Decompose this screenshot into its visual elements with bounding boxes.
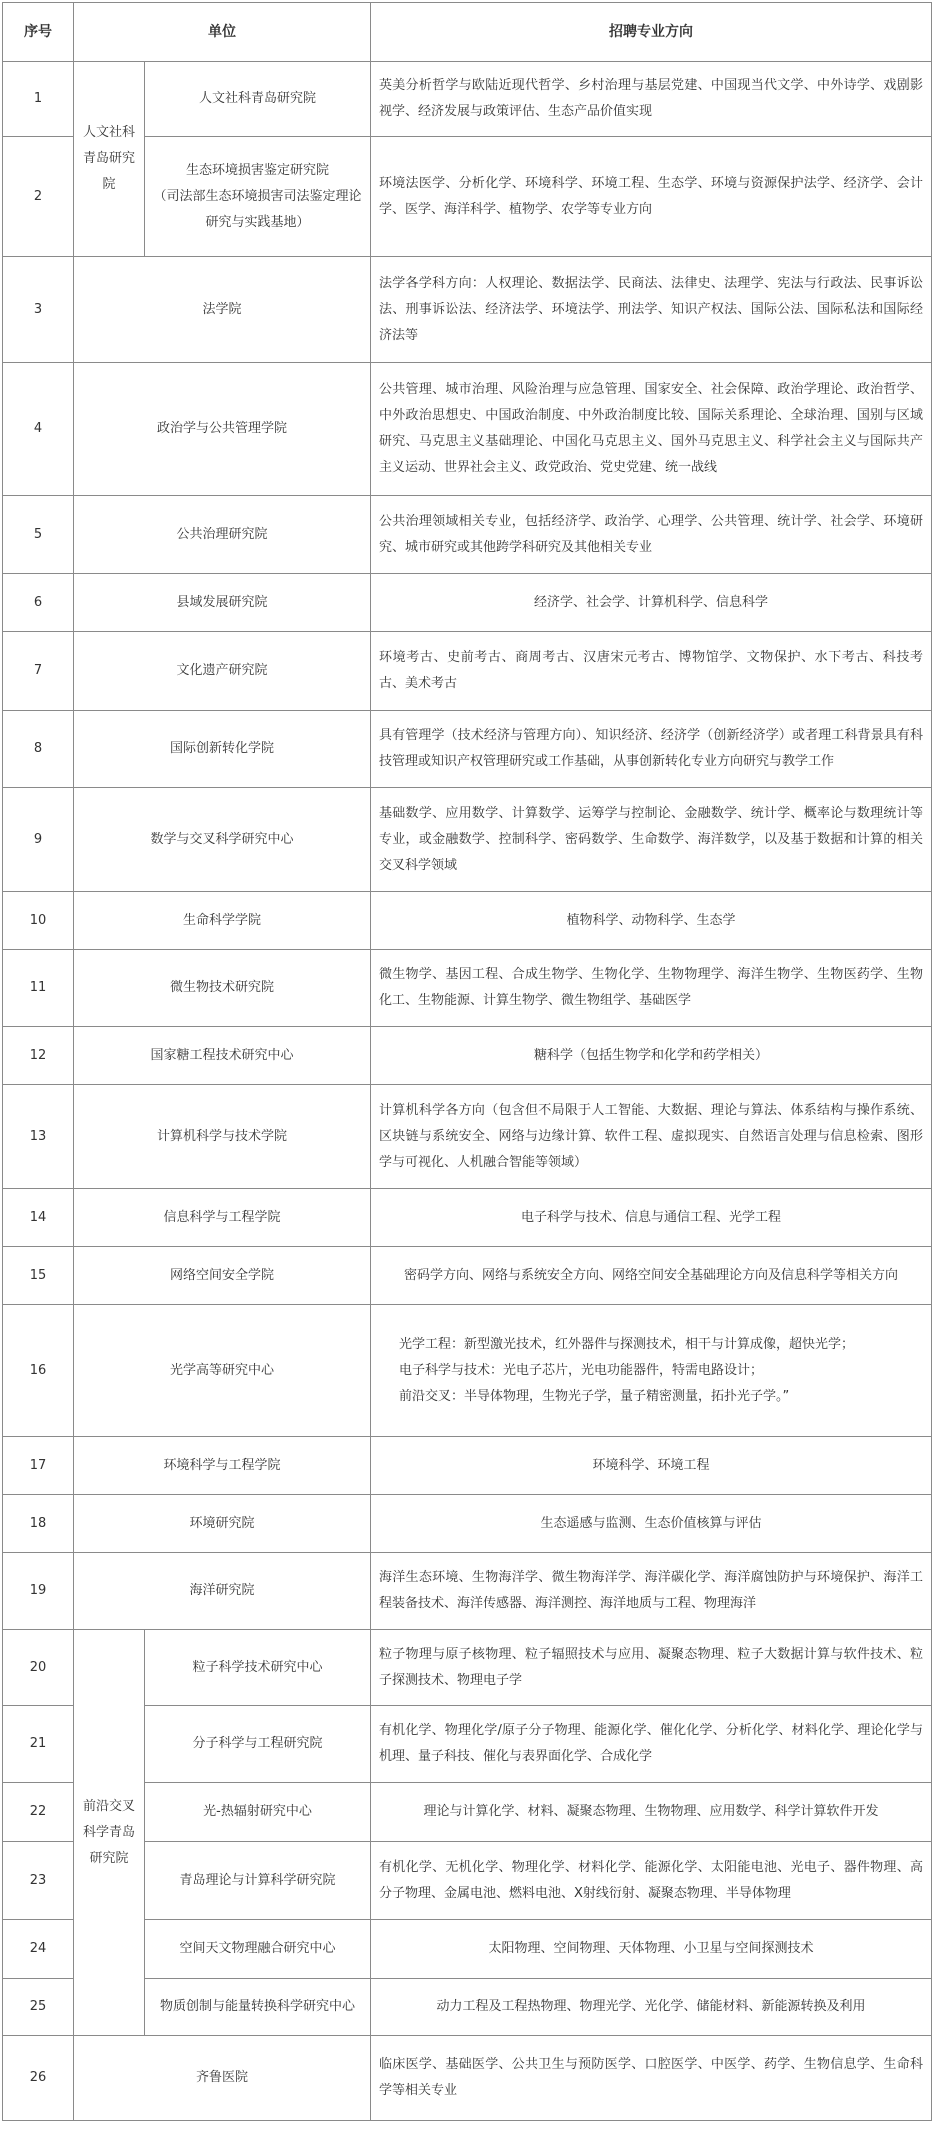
direction-text: 生态遥感与监测、生态价值核算与评估	[371, 1495, 932, 1553]
row-number: 15	[3, 1247, 74, 1305]
row-number: 11	[3, 950, 74, 1027]
direction-text: 经济学、社会学、计算机科学、信息科学	[371, 574, 932, 632]
row-number: 17	[3, 1437, 74, 1495]
direction-text: 具有管理学（技术经济与管理方向）、知识经济、经济学（创新经济学）或者理工科背景具有科技管理或知识产权管理研究或工作基础，从事创新转化专业方向研究与教学工作	[371, 711, 932, 788]
direction-text: 太阳物理、空间物理、天体物理、小卫星与空间探测技术	[371, 1920, 932, 1979]
header-row	[3, 3, 932, 62]
unit-name: 光学高等研究中心	[74, 1305, 371, 1437]
direction-text: 基础数学、应用数学、计算数学、运筹学与控制论、金融数学、统计学、概率论与数理统计等专业，或金融数学、控制科学、密码数学、生命数学、海洋数学，以及基于数据和计算的相关交叉科学领域	[371, 788, 932, 892]
table-row	[3, 1189, 932, 1247]
unit-name: 环境科学与工程学院	[74, 1437, 371, 1495]
table-row	[3, 574, 932, 632]
direction-text: 电子科学与技术、信息与通信工程、光学工程	[371, 1189, 932, 1247]
group-frontier: 前沿交叉科学青岛研究院	[74, 1630, 145, 2036]
row-number: 26	[3, 2036, 74, 2121]
direction-line: 电子科学与技术：光电子芯片，光电功能器件，特需电路设计；	[399, 1362, 764, 1378]
row-number: 3	[3, 257, 74, 363]
unit-name: 青岛理论与计算科学研究院	[145, 1842, 371, 1920]
direction-line: 前沿交叉：半导体物理，生物光子学，量子精密测量，拓扑光子学。”	[399, 1388, 790, 1404]
table-row	[3, 950, 932, 1027]
unit-name: 国际创新转化学院	[74, 711, 371, 788]
table-row	[3, 892, 932, 950]
unit-name-note: （司法部生态环境损害司法鉴定理论研究与实践基地）	[153, 188, 362, 230]
direction-line: 光学工程：新型激光技术，红外器件与探测技术，相干与计算成像，超快光学；	[399, 1336, 855, 1352]
direction-text: 英美分析哲学与欧陆近现代哲学、乡村治理与基层党建、中国现当代文学、中外诗学、戏剧影视学、经济发展与政策评估、生态产品价值实现	[371, 62, 932, 137]
unit-name: 微生物技术研究院	[74, 950, 371, 1027]
direction-text: 有机化学、无机化学、物理化学、材料化学、能源化学、太阳能电池、光电子、器件物理、高分子物理、金属电池、燃料电池、X射线衍射、凝聚态物理、半导体物理	[371, 1842, 932, 1920]
direction-text: 计算机科学各方向（包含但不局限于人工智能、大数据、理论与算法、体系结构与操作系统、区块链与系统安全、网络与边缘计算、软件工程、虚拟现实、自然语言处理与信息检索、图形学与可视化、人机融合智能等领域）	[371, 1085, 932, 1189]
direction-text: 理论与计算化学、材料、凝聚态物理、生物物理、应用数学、科学计算软件开发	[371, 1783, 932, 1842]
table-row	[3, 1437, 932, 1495]
table-row	[3, 711, 932, 788]
row-number: 23	[3, 1842, 74, 1920]
row-number: 8	[3, 711, 74, 788]
unit-name: 环境研究院	[74, 1495, 371, 1553]
unit-name: 网络空间安全学院	[74, 1247, 371, 1305]
direction-text: 海洋生态环境、生物海洋学、微生物海洋学、海洋碳化学、海洋腐蚀防护与环境保护、海洋工程装备技术、海洋传感器、海洋测控、海洋地质与工程、物理海洋	[371, 1553, 932, 1630]
table-row	[3, 1305, 932, 1437]
row-number: 25	[3, 1979, 74, 2036]
direction-text: 公共管理、城市治理、风险治理与应急管理、国家安全、社会保障、政治学理论、政治哲学、中外政治思想史、中国政治制度、中外政治制度比较、国际关系理论、全球治理、国别与区域研究、马克思主义基础理论、中国化马克思主义、国外马克思主义、科学社会主义与国际共产主义运动、世界社会主义、政党政治、党史党建、统一战线	[371, 363, 932, 496]
direction-text: 微生物学、基因工程、合成生物学、生物化学、生物物理学、海洋生物学、生物医药学、生物化工、生物能源、计算生物学、微生物组学、基础医学	[371, 950, 932, 1027]
table-row	[3, 1495, 932, 1553]
row-number: 14	[3, 1189, 74, 1247]
row-number: 2	[3, 137, 74, 257]
row-number: 5	[3, 496, 74, 574]
row-number: 4	[3, 363, 74, 496]
row-number: 13	[3, 1085, 74, 1189]
unit-name: 物质创制与能量转换科学研究中心	[145, 1979, 371, 2036]
table-row	[3, 257, 932, 363]
group-humanities: 人文社科青岛研究院	[74, 62, 145, 257]
header-direction: 招聘专业方向	[371, 3, 932, 62]
row-number: 7	[3, 632, 74, 711]
direction-text: 植物科学、动物科学、生态学	[371, 892, 932, 950]
table-row	[3, 788, 932, 892]
direction-text: 临床医学、基础医学、公共卫生与预防医学、口腔医学、中医学、药学、生物信息学、生命科学等相关专业	[371, 2036, 932, 2121]
row-number: 9	[3, 788, 74, 892]
unit-name: 人文社科青岛研究院	[145, 62, 371, 137]
direction-text: 公共治理领域相关专业，包括经济学、政治学、心理学、公共管理、统计学、社会学、环境研究、城市研究或其他跨学科研究及其他相关专业	[371, 496, 932, 574]
direction-text: 糖科学（包括生物学和化学和药学相关）	[371, 1027, 932, 1085]
row-number: 10	[3, 892, 74, 950]
unit-name	[145, 137, 371, 257]
header-unit: 单位	[74, 3, 371, 62]
recruitment-table	[2, 2, 932, 2121]
unit-name: 文化遗产研究院	[74, 632, 371, 711]
table-row	[3, 2036, 932, 2121]
row-number: 12	[3, 1027, 74, 1085]
row-number: 21	[3, 1706, 74, 1783]
direction-text: 环境科学、环境工程	[371, 1437, 932, 1495]
unit-name: 信息科学与工程学院	[74, 1189, 371, 1247]
unit-name: 计算机科学与技术学院	[74, 1085, 371, 1189]
header-number: 序号	[3, 3, 74, 62]
row-number: 24	[3, 1920, 74, 1979]
direction-text: 有机化学、物理化学/原子分子物理、能源化学、催化化学、分析化学、材料化学、理论化学与机理、量子科技、催化与表界面化学、合成化学	[371, 1706, 932, 1783]
unit-name: 法学院	[74, 257, 371, 363]
row-number: 16	[3, 1305, 74, 1437]
unit-name: 政治学与公共管理学院	[74, 363, 371, 496]
unit-name: 分子科学与工程研究院	[145, 1706, 371, 1783]
direction-text: 粒子物理与原子核物理、粒子辐照技术与应用、凝聚态物理、粒子大数据计算与软件技术、粒子探测技术、物理电子学	[371, 1630, 932, 1706]
direction-text: 环境法医学、分析化学、环境科学、环境工程、生态学、环境与资源保护法学、经济学、会计学、医学、海洋科学、植物学、农学等专业方向	[371, 137, 932, 257]
table-row	[3, 1085, 932, 1189]
table-row	[3, 496, 932, 574]
table-row	[3, 363, 932, 496]
table-row	[3, 1247, 932, 1305]
unit-name: 国家糖工程技术研究中心	[74, 1027, 371, 1085]
row-number: 19	[3, 1553, 74, 1630]
table-row	[3, 1630, 932, 1706]
direction-text: 密码学方向、网络与系统安全方向、网络空间安全基础理论方向及信息科学等相关方向	[371, 1247, 932, 1305]
table-row	[3, 632, 932, 711]
unit-name: 数学与交叉科学研究中心	[74, 788, 371, 892]
unit-name: 空间天文物理融合研究中心	[145, 1920, 371, 1979]
direction-text: 法学各学科方向：人权理论、数据法学、民商法、法律史、法理学、宪法与行政法、民事诉讼法、刑事诉讼法、经济法学、环境法学、刑法学、知识产权法、国际公法、国际私法和国际经济法等	[371, 257, 932, 363]
unit-name: 海洋研究院	[74, 1553, 371, 1630]
unit-name: 光-热辐射研究中心	[145, 1783, 371, 1842]
row-number: 18	[3, 1495, 74, 1553]
row-number: 22	[3, 1783, 74, 1842]
table-row	[3, 1553, 932, 1630]
direction-text: 环境考古、史前考古、商周考古、汉唐宋元考古、博物馆学、文物保护、水下考古、科技考古、美术考古	[371, 632, 932, 711]
unit-name: 公共治理研究院	[74, 496, 371, 574]
unit-name: 县域发展研究院	[74, 574, 371, 632]
unit-name: 生命科学学院	[74, 892, 371, 950]
row-number: 6	[3, 574, 74, 632]
table-row	[3, 62, 932, 137]
unit-name: 齐鲁医院	[74, 2036, 371, 2121]
table-row	[3, 1027, 932, 1085]
unit-name: 粒子科学技术研究中心	[145, 1630, 371, 1706]
unit-name-main: 生态环境损害鉴定研究院	[185, 162, 329, 178]
row-number: 1	[3, 62, 74, 137]
row-number: 20	[3, 1630, 74, 1706]
direction-text	[371, 1305, 932, 1437]
direction-text: 动力工程及工程热物理、物理光学、光化学、储能材料、新能源转换及利用	[371, 1979, 932, 2036]
